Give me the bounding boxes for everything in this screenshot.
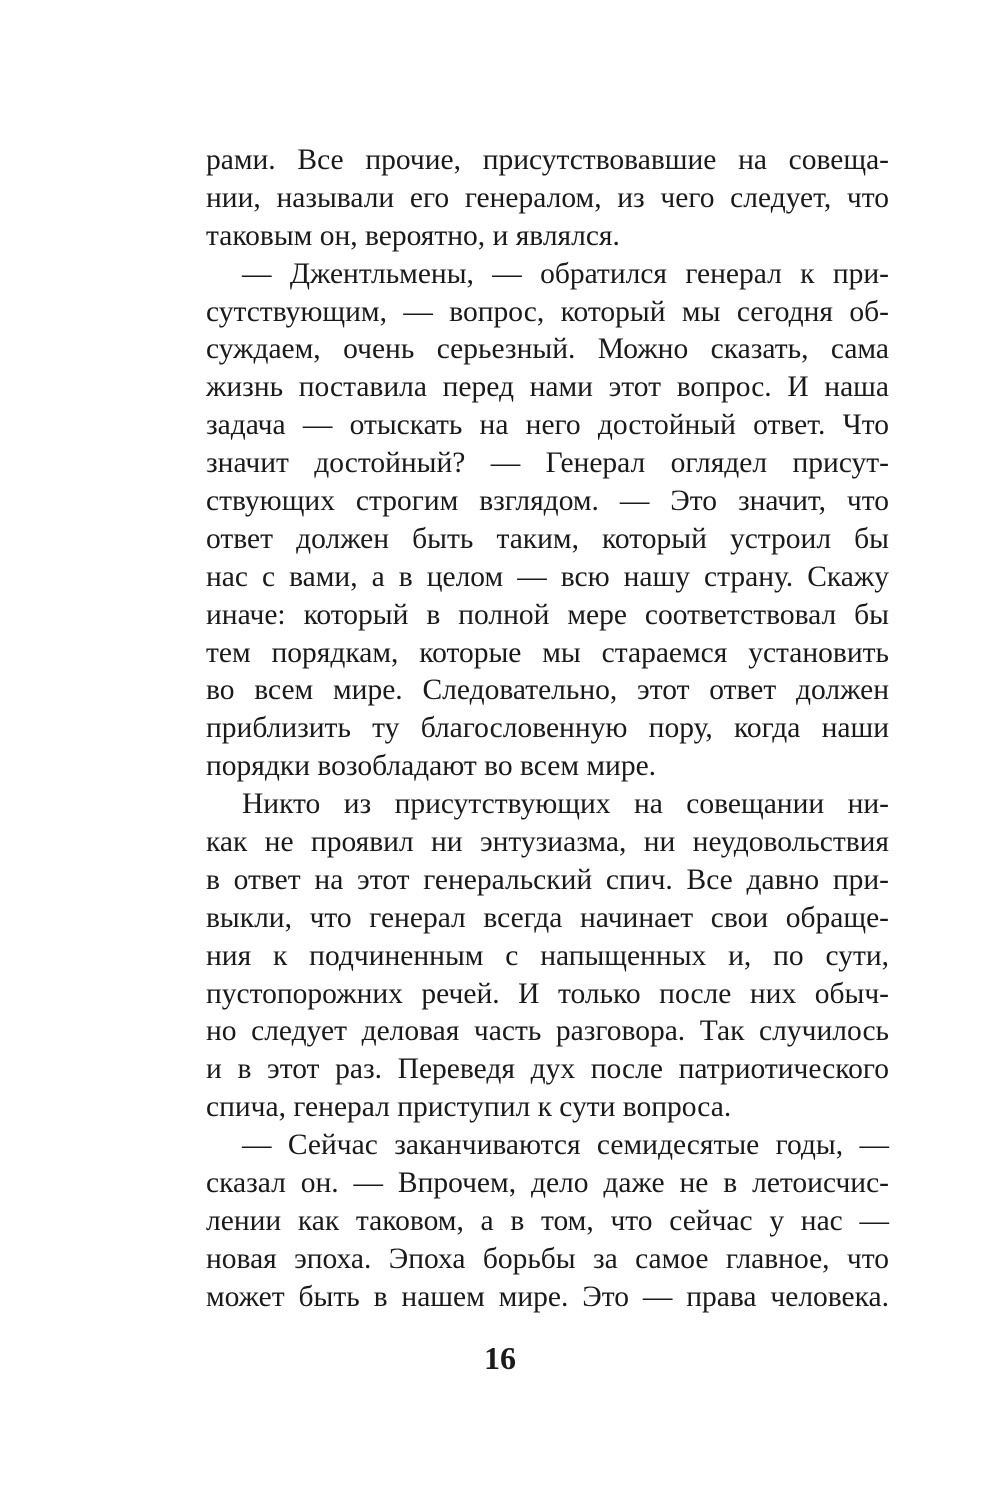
text-line: ответ должен быть таким, который устроил бы	[206, 522, 889, 555]
text-line: нас с вами, а в целом — всю нашу страну. Скажу	[206, 560, 889, 593]
text-line: нии, называли его генералом, из чего следует, что	[206, 181, 889, 214]
text-line: во всем мире. Следовательно, этот ответ должен	[206, 674, 889, 707]
text-line: таковым он, вероятно, и являлся.	[206, 219, 620, 252]
text-line: — Сейчас заканчиваются семидесятые годы, —	[242, 1129, 889, 1162]
text-line: выкли, что генерал всегда начинает свои обраще-	[206, 901, 889, 934]
text-line: ствующих строгим взглядом. — Это значит, что	[206, 485, 889, 518]
text-line: ния к подчиненным с напыщенных и, по сути,	[206, 939, 889, 972]
text-line: тем порядкам, которые мы стараемся установить	[206, 636, 889, 669]
text-line: может быть в нашем мире. Это — права человека.	[206, 1280, 889, 1313]
text-line: задача — отыскать на него достойный ответ. Что	[206, 409, 889, 442]
text-line: но следует деловая часть разговора. Так случилось	[206, 1015, 889, 1048]
text-line: лении как таковом, а в том, что сейчас у нас —	[206, 1204, 889, 1237]
text-line: и в этот раз. Переведя дух после патриотического	[206, 1053, 889, 1086]
body-text	[206, 142, 889, 1317]
text-line: порядки возобладают во всем мире.	[206, 750, 657, 783]
text-line: сказал он. — Впрочем, дело даже не в летоисчис-	[206, 1167, 889, 1200]
text-line: пустопорожних речей. И только после них обыч-	[206, 977, 889, 1010]
text-line: Никто из присутствующих на совещании ни-	[242, 788, 889, 821]
text-line: — Джентльмены, — обратился генерал к при-	[242, 257, 889, 290]
text-line: иначе: который в полной мере соответствовал бы	[206, 598, 889, 631]
text-line: рами. Все прочие, присутствовавшие на совеща-	[206, 144, 889, 176]
text-line: значит достойный? — Генерал оглядел присут-	[206, 447, 889, 480]
text-line: новая эпоха. Эпоха борьбы за самое главное, что	[206, 1242, 889, 1275]
text-line: жизнь поставила перед нами этот вопрос. И наша	[206, 371, 889, 404]
text-line: суждаем, очень серьезный. Можно сказать, сама	[206, 333, 889, 366]
text-line: в ответ на этот генеральский спич. Все давно при-	[206, 863, 889, 896]
page-number: 16	[484, 1340, 516, 1376]
text-line: спича, генерал приступил к сути вопроса.	[206, 1091, 732, 1124]
text-line: приблизить ту благословенную пору, когда наши	[206, 712, 889, 745]
text-line: сутствующим, — вопрос, который мы сегодня об-	[206, 295, 889, 328]
text-line: как не проявил ни энтузиазма, ни неудовольствия	[206, 826, 889, 859]
